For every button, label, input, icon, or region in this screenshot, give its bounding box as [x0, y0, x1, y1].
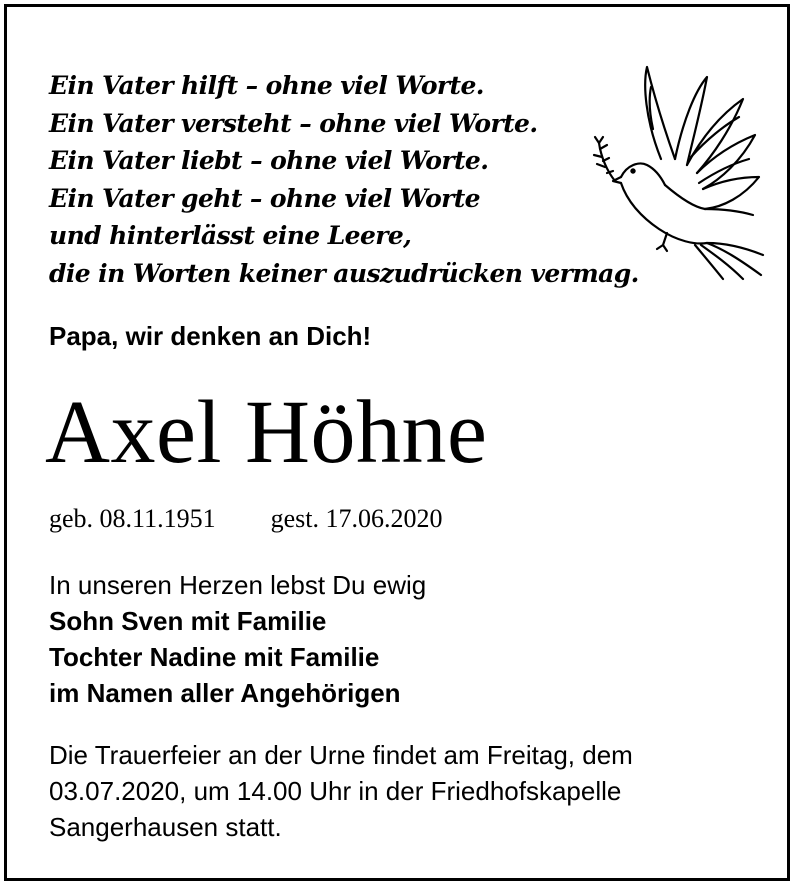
funeral-line: Sangerhausen statt. [49, 812, 282, 842]
deceased-name: Axel Höhne [45, 383, 488, 482]
poem-line: Ein Vater hilft – ohne viel Worte. [49, 71, 484, 100]
funeral-info [49, 737, 769, 845]
death-date: gest. 17.06.2020 [270, 504, 443, 533]
mourners-block [49, 567, 426, 711]
dove-icon [583, 59, 773, 284]
poem-line: die in Worten keiner auszudrücken vermag. [49, 258, 639, 288]
obituary-notice [4, 4, 790, 881]
mourner-name: Sohn Sven mit Familie [49, 606, 327, 636]
mourners-intro: In unseren Herzen lebst Du ewig [49, 570, 427, 600]
poem-line: Ein Vater geht – ohne viel Worte [49, 183, 480, 213]
poem-line: Ein Vater liebt – ohne viel Worte. [49, 146, 489, 175]
funeral-line: 03.07.2020, um 14.00 Uhr in der Friedhofskapelle [49, 776, 622, 806]
poem [49, 67, 639, 292]
dedication-text: Papa, wir denken an Dich! [49, 321, 372, 351]
poem-line: Ein Vater versteht – ohne viel Worte. [49, 108, 538, 138]
poem-line: und hinterlässt eine Leere, [49, 221, 412, 250]
birth-date: geb. 08.11.1951 [49, 504, 216, 533]
life-dates [49, 504, 442, 534]
funeral-line: Die Trauerfeier an der Urne findet am Freitag, dem [49, 740, 633, 770]
mourner-name: im Namen aller Angehörigen [49, 678, 401, 708]
mourner-name: Tochter Nadine mit Familie [49, 642, 380, 672]
